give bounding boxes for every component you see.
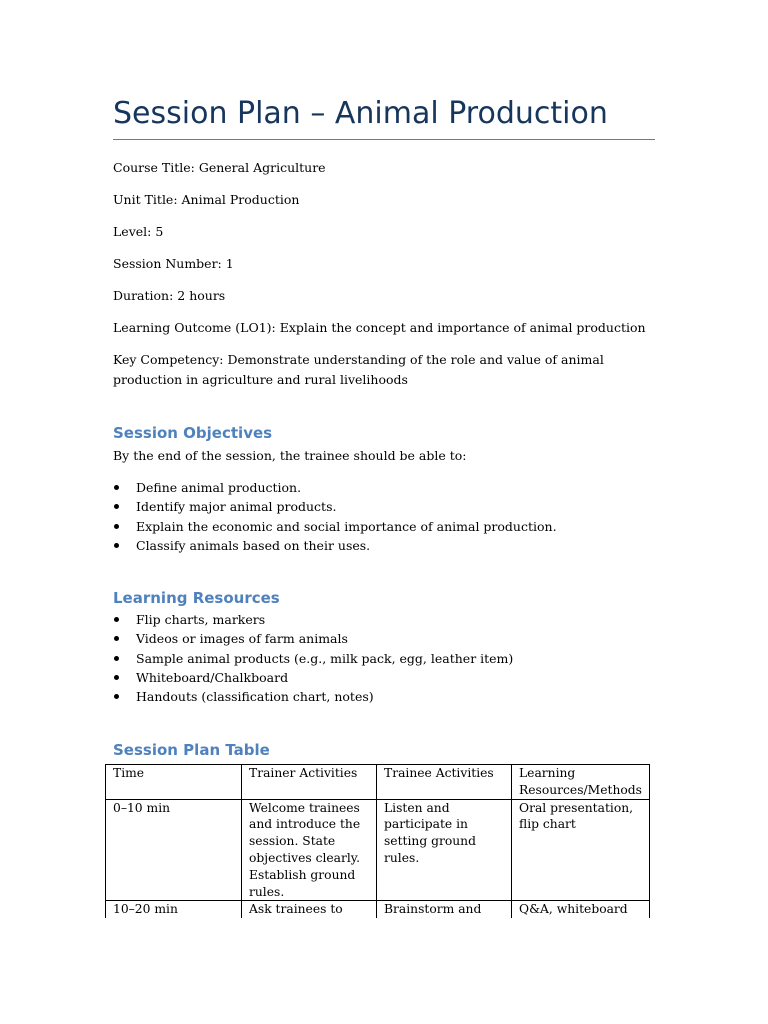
list-item [113, 478, 557, 497]
plan-table-wrapper [105, 764, 650, 918]
list-item-text: Identify major animal products. [136, 499, 337, 515]
table-cell: Q&A, whiteboard [512, 901, 650, 918]
list-item-text: Videos or images of farm animals [136, 631, 348, 647]
resources-heading: Learning Resources [113, 589, 280, 607]
table-cell: 10–20 min [106, 901, 242, 918]
bullet-icon [114, 675, 119, 680]
objectives-list [113, 478, 557, 555]
table-cell: Listen and participate in setting ground rules. [377, 799, 512, 901]
table-row [106, 901, 650, 918]
bullet-icon [114, 617, 119, 622]
bullet-icon [114, 504, 119, 509]
objectives-intro: By the end of the session, the trainee should be able to: [113, 448, 467, 463]
list-item [113, 629, 513, 648]
table-cell: Oral presentation, flip chart [512, 799, 650, 901]
header-trainer-activities: Trainer Activities [242, 765, 377, 800]
header-learning-resources: Learning Resources/Methods [512, 765, 650, 800]
duration: Duration: 2 hours [113, 288, 226, 303]
session-plan-table [105, 764, 650, 918]
list-item-text: Explain the economic and social importance of animal production. [136, 518, 557, 534]
list-item-text: Flip charts, markers [136, 612, 266, 627]
list-item [113, 649, 513, 668]
bullet-icon [114, 694, 119, 699]
plan-table-heading: Session Plan Table [113, 741, 270, 759]
bullet-icon [114, 656, 119, 661]
header-time: Time [106, 765, 242, 800]
bullet-icon [114, 485, 119, 490]
session-number: Session Number: 1 [113, 256, 234, 271]
level: Level: 5 [113, 224, 164, 239]
unit-title: Unit Title: Animal Production [113, 192, 300, 207]
title-underline [113, 139, 655, 140]
list-item-text: Classify animals based on their uses. [136, 537, 371, 553]
course-title: Course Title: General Agriculture [113, 160, 326, 175]
table-row [106, 799, 650, 901]
header-trainee-activities: Trainee Activities [377, 765, 512, 800]
objectives-heading: Session Objectives [113, 424, 273, 442]
table-header-row [106, 765, 650, 800]
bullet-icon [114, 543, 119, 548]
document-title: Session Plan – Animal Production [113, 96, 608, 131]
list-item [113, 687, 513, 706]
list-item [113, 536, 557, 555]
learning-outcome: Learning Outcome (LO1): Explain the concept and importance of animal production [113, 320, 646, 335]
resources-list [113, 610, 513, 706]
list-item-text: Whiteboard/Chalkboard [136, 669, 289, 685]
bullet-icon [114, 636, 119, 641]
key-competency: Key Competency: Demonstrate understanding of the role and value of animal production in agriculture and rural livelihoods [113, 352, 604, 387]
table-cell: Brainstorm and [377, 901, 512, 918]
table-cell: Welcome trainees and introduce the session. State objectives clearly. Establish ground rules. [242, 799, 377, 901]
list-item [113, 517, 557, 536]
table-cell: 0–10 min [106, 799, 242, 901]
bullet-icon [114, 524, 119, 529]
list-item [113, 497, 557, 516]
list-item-text: Sample animal products (e.g., milk pack, egg, leather item) [136, 650, 514, 666]
list-item-text: Handouts (classification chart, notes) [136, 689, 374, 705]
list-item-text: Define animal production. [136, 480, 302, 495]
list-item [113, 668, 513, 687]
list-item [113, 610, 513, 629]
table-cell: Ask trainees to [242, 901, 377, 918]
